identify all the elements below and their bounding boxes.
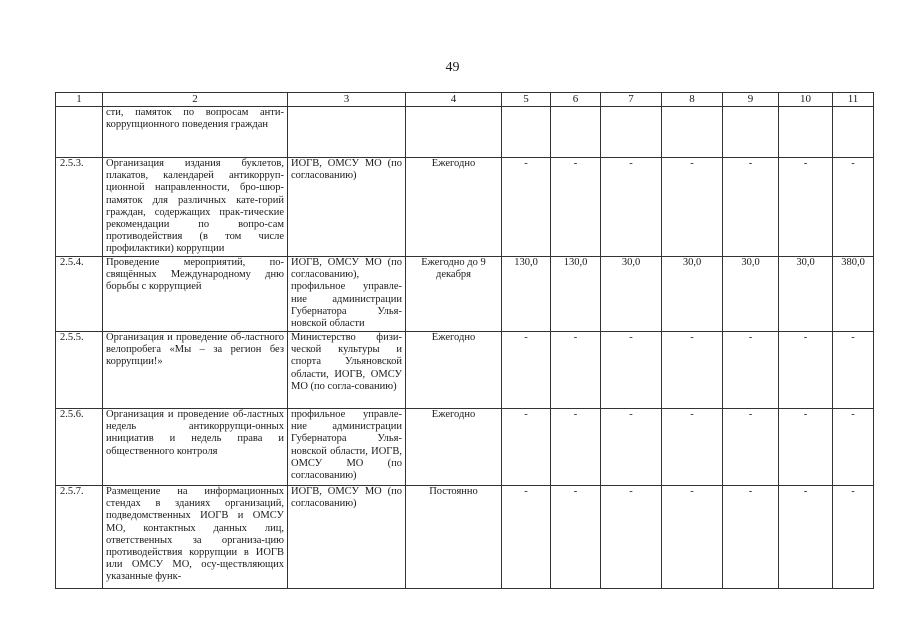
value-cell xyxy=(551,107,601,158)
item-executor: ИОГВ, ОМСУ МО (по согласованию), профильное управле-ние администрации Губернатора Улья-новской области xyxy=(288,257,406,332)
item-executor: ИОГВ, ОМСУ МО (по согласованию) xyxy=(288,158,406,257)
value-cell xyxy=(601,107,662,158)
value-cell xyxy=(779,107,833,158)
item-description: сти, памяток по вопросам анти-коррупционного поведения граждан xyxy=(103,107,288,158)
value-cell: - xyxy=(833,158,874,257)
value-cell: - xyxy=(601,332,662,409)
value-cell: - xyxy=(723,409,779,486)
value-cell: - xyxy=(779,409,833,486)
item-executor: ИОГВ, ОМСУ МО (по согласованию) xyxy=(288,486,406,589)
value-cell: - xyxy=(502,332,551,409)
item-number: 2.5.5. xyxy=(56,332,103,409)
value-cell: - xyxy=(551,158,601,257)
item-description: Организация и проведение об-ластных недель антикоррупци-онных инициатив и недель права и общественного контроля xyxy=(103,409,288,486)
table-row xyxy=(56,409,874,486)
value-cell: 380,0 xyxy=(833,257,874,332)
value-cell: - xyxy=(833,486,874,589)
value-cell: - xyxy=(551,486,601,589)
column-header: 6 xyxy=(551,93,601,107)
value-cell: - xyxy=(601,486,662,589)
value-cell: - xyxy=(601,158,662,257)
item-number: 2.5.3. xyxy=(56,158,103,257)
item-number: 2.5.4. xyxy=(56,257,103,332)
value-cell: - xyxy=(662,332,723,409)
column-header: 5 xyxy=(502,93,551,107)
value-cell: - xyxy=(779,158,833,257)
value-cell: - xyxy=(502,486,551,589)
value-cell: 30,0 xyxy=(662,257,723,332)
measures-table xyxy=(55,92,874,589)
column-header: 9 xyxy=(723,93,779,107)
value-cell: 130,0 xyxy=(551,257,601,332)
value-cell xyxy=(723,107,779,158)
value-cell: - xyxy=(833,332,874,409)
item-description: Размещение на информационных стендах в зданиях организаций, подведомственных ИОГВ и ОМСУ МО, контактных данных лиц, ответственных за организа-цию противодействия коррупции в ИОГВ или ОМСУ МО, осу-ществляющих указанные функ- xyxy=(103,486,288,589)
value-cell: 30,0 xyxy=(601,257,662,332)
column-header: 4 xyxy=(406,93,502,107)
column-header: 10 xyxy=(779,93,833,107)
column-header: 8 xyxy=(662,93,723,107)
table-row xyxy=(56,107,874,158)
table-row xyxy=(56,486,874,589)
item-executor xyxy=(288,107,406,158)
item-term: Ежегодно до 9 декабря xyxy=(406,257,502,332)
value-cell: - xyxy=(662,486,723,589)
column-header: 7 xyxy=(601,93,662,107)
value-cell: - xyxy=(551,409,601,486)
value-cell: 30,0 xyxy=(779,257,833,332)
value-cell: - xyxy=(723,332,779,409)
value-cell: 130,0 xyxy=(502,257,551,332)
item-description: Проведение мероприятий, по-свящённых Международному дню борьбы с коррупцией xyxy=(103,257,288,332)
value-cell: - xyxy=(551,332,601,409)
column-header: 2 xyxy=(103,93,288,107)
value-cell: - xyxy=(723,486,779,589)
item-executor: Министерство физи-ческой культуры и спорта Ульяновской области, ИОГВ, ОМСУ МО (по согла-сованию) xyxy=(288,332,406,409)
item-term: Постоянно xyxy=(406,486,502,589)
table-header-row xyxy=(56,93,874,107)
item-description: Организация и проведение об-ластного велопробега «Мы – за регион без коррупции!» xyxy=(103,332,288,409)
column-header: 11 xyxy=(833,93,874,107)
value-cell: - xyxy=(779,486,833,589)
value-cell: - xyxy=(779,332,833,409)
page-number: 49 xyxy=(445,60,460,75)
value-cell: - xyxy=(723,158,779,257)
value-cell: - xyxy=(502,409,551,486)
item-number xyxy=(56,107,103,158)
table-row xyxy=(56,257,874,332)
column-header: 3 xyxy=(288,93,406,107)
item-number: 2.5.6. xyxy=(56,409,103,486)
value-cell: - xyxy=(662,409,723,486)
value-cell: 30,0 xyxy=(723,257,779,332)
item-term xyxy=(406,107,502,158)
item-number: 2.5.7. xyxy=(56,486,103,589)
value-cell xyxy=(502,107,551,158)
value-cell: - xyxy=(662,158,723,257)
item-executor: профильное управле-ние администрации Губернатора Улья-новской области, ИОГВ, ОМСУ МО (по согласованию) xyxy=(288,409,406,486)
value-cell: - xyxy=(833,409,874,486)
value-cell: - xyxy=(502,158,551,257)
item-term: Ежегодно xyxy=(406,332,502,409)
table-row xyxy=(56,158,874,257)
column-header: 1 xyxy=(56,93,103,107)
value-cell: - xyxy=(601,409,662,486)
item-term: Ежегодно xyxy=(406,409,502,486)
item-description: Организация издания буклетов, плакатов, календарей антикорруп-ционной направленности, бро-шюр-памяток для различных кате-горий граждан, содержащих прак-тические рекомендации по вопро-сам противодействия (в том числе профилактики) коррупции xyxy=(103,158,288,257)
value-cell xyxy=(662,107,723,158)
item-term: Ежегодно xyxy=(406,158,502,257)
table-row xyxy=(56,332,874,409)
value-cell xyxy=(833,107,874,158)
